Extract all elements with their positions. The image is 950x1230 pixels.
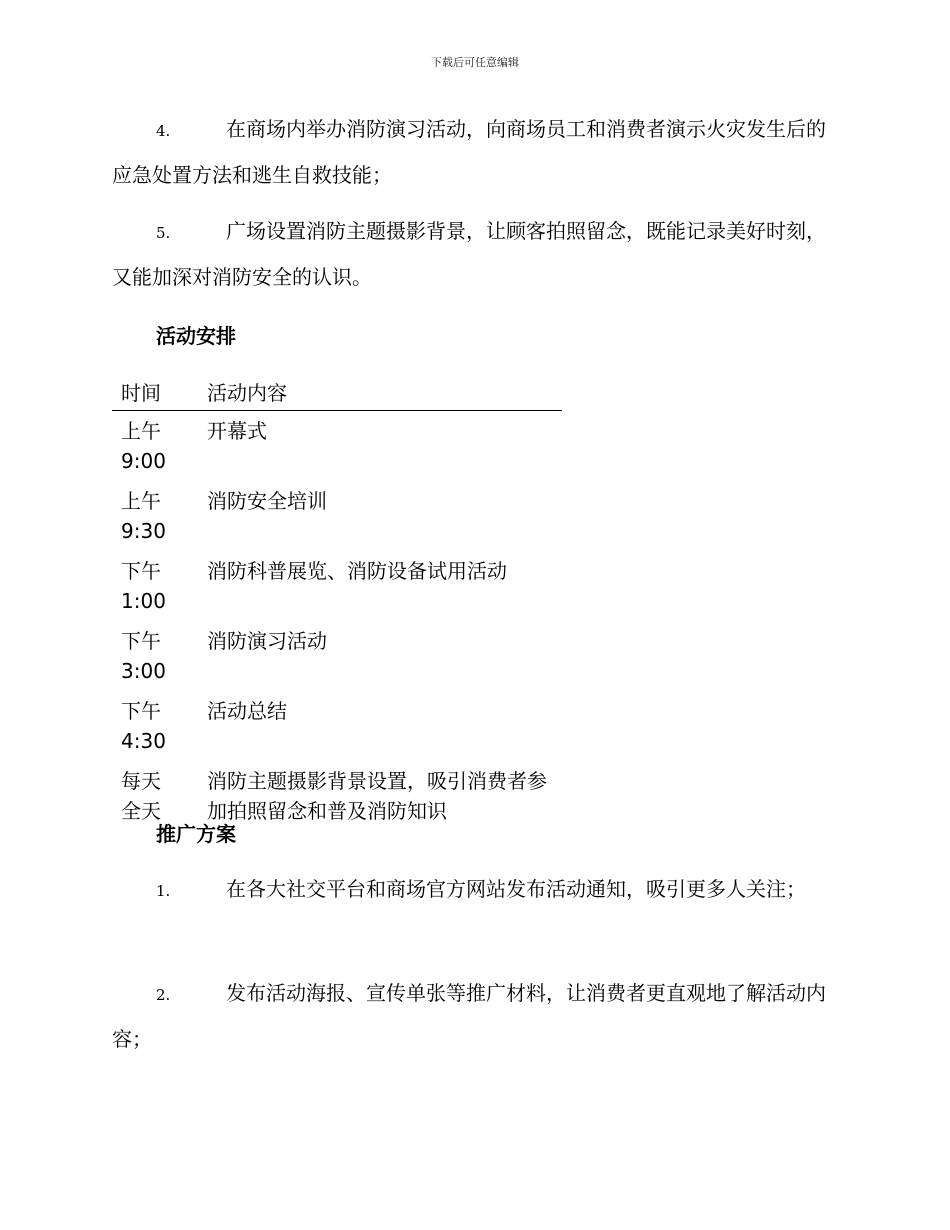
section-heading-promotion: 推广方案: [156, 822, 236, 846]
item-text: 在各大社交平台和商场官方网站发布活动通知，吸引更多人关注；: [226, 877, 806, 901]
item-text: 在商场内举办消防演习活动，向商场员工和消费者演示火灾发生后的应急处置方法和逃生自救技能；: [112, 117, 826, 187]
item-text: 广场设置消防主题摄影背景，让顾客拍照留念，既能记录美好时刻，又能加深对消防安全的认识。: [112, 219, 826, 289]
list-item-4: [112, 107, 834, 197]
time-value: 9:00: [121, 449, 166, 473]
section-heading-schedule: 活动安排: [156, 324, 236, 348]
content-cell: 消防安全培训: [207, 489, 327, 513]
time-value: 1:00: [121, 589, 166, 613]
list-item-2: [112, 971, 834, 1061]
table-row: [112, 481, 562, 551]
column-header-time: 时间: [112, 378, 207, 411]
item-text: 发布活动海报、宣传单张等推广材料，让消费者更直观地了解活动内容；: [112, 981, 826, 1051]
table-row: [112, 411, 562, 482]
content-cell: 消防科普展览、消防设备试用活动: [207, 559, 507, 583]
table-header-row: [112, 378, 562, 411]
time-value: 9:30: [121, 519, 166, 543]
item-number: 1.: [156, 882, 171, 900]
time-period: 下午: [121, 699, 161, 723]
schedule-table: [112, 378, 562, 831]
list-item-5: [112, 209, 834, 299]
time-cell: [112, 411, 207, 482]
table-row: [112, 691, 562, 761]
content-cell: 活动总结: [207, 699, 287, 723]
time-cell: [112, 481, 207, 551]
item-number: 5.: [156, 224, 171, 242]
item-number: 2.: [156, 986, 171, 1004]
content-cell: 开幕式: [207, 419, 267, 443]
time-period: 上午: [121, 419, 161, 443]
item-number: 4.: [156, 122, 171, 140]
content-cell: 消防演习活动: [207, 629, 327, 653]
table-row: [112, 551, 562, 621]
list-item-1: [112, 867, 834, 913]
table-row: [112, 621, 562, 691]
time-value: 3:00: [121, 659, 166, 683]
time-value: 4:30: [121, 729, 166, 753]
time-cell: [112, 551, 207, 621]
content-cell: 消防主题摄影背景设置，吸引消费者参加拍照留念和普及消防知识: [207, 769, 547, 823]
time-value: 全天: [121, 799, 161, 823]
page-header: 下载后可任意编辑: [431, 56, 519, 69]
time-period: 每天: [121, 769, 161, 793]
time-cell: [112, 621, 207, 691]
column-header-content: 活动内容: [207, 378, 562, 411]
time-period: 上午: [121, 489, 161, 513]
time-period: 下午: [121, 559, 161, 583]
time-cell: [112, 691, 207, 761]
time-period: 下午: [121, 629, 161, 653]
